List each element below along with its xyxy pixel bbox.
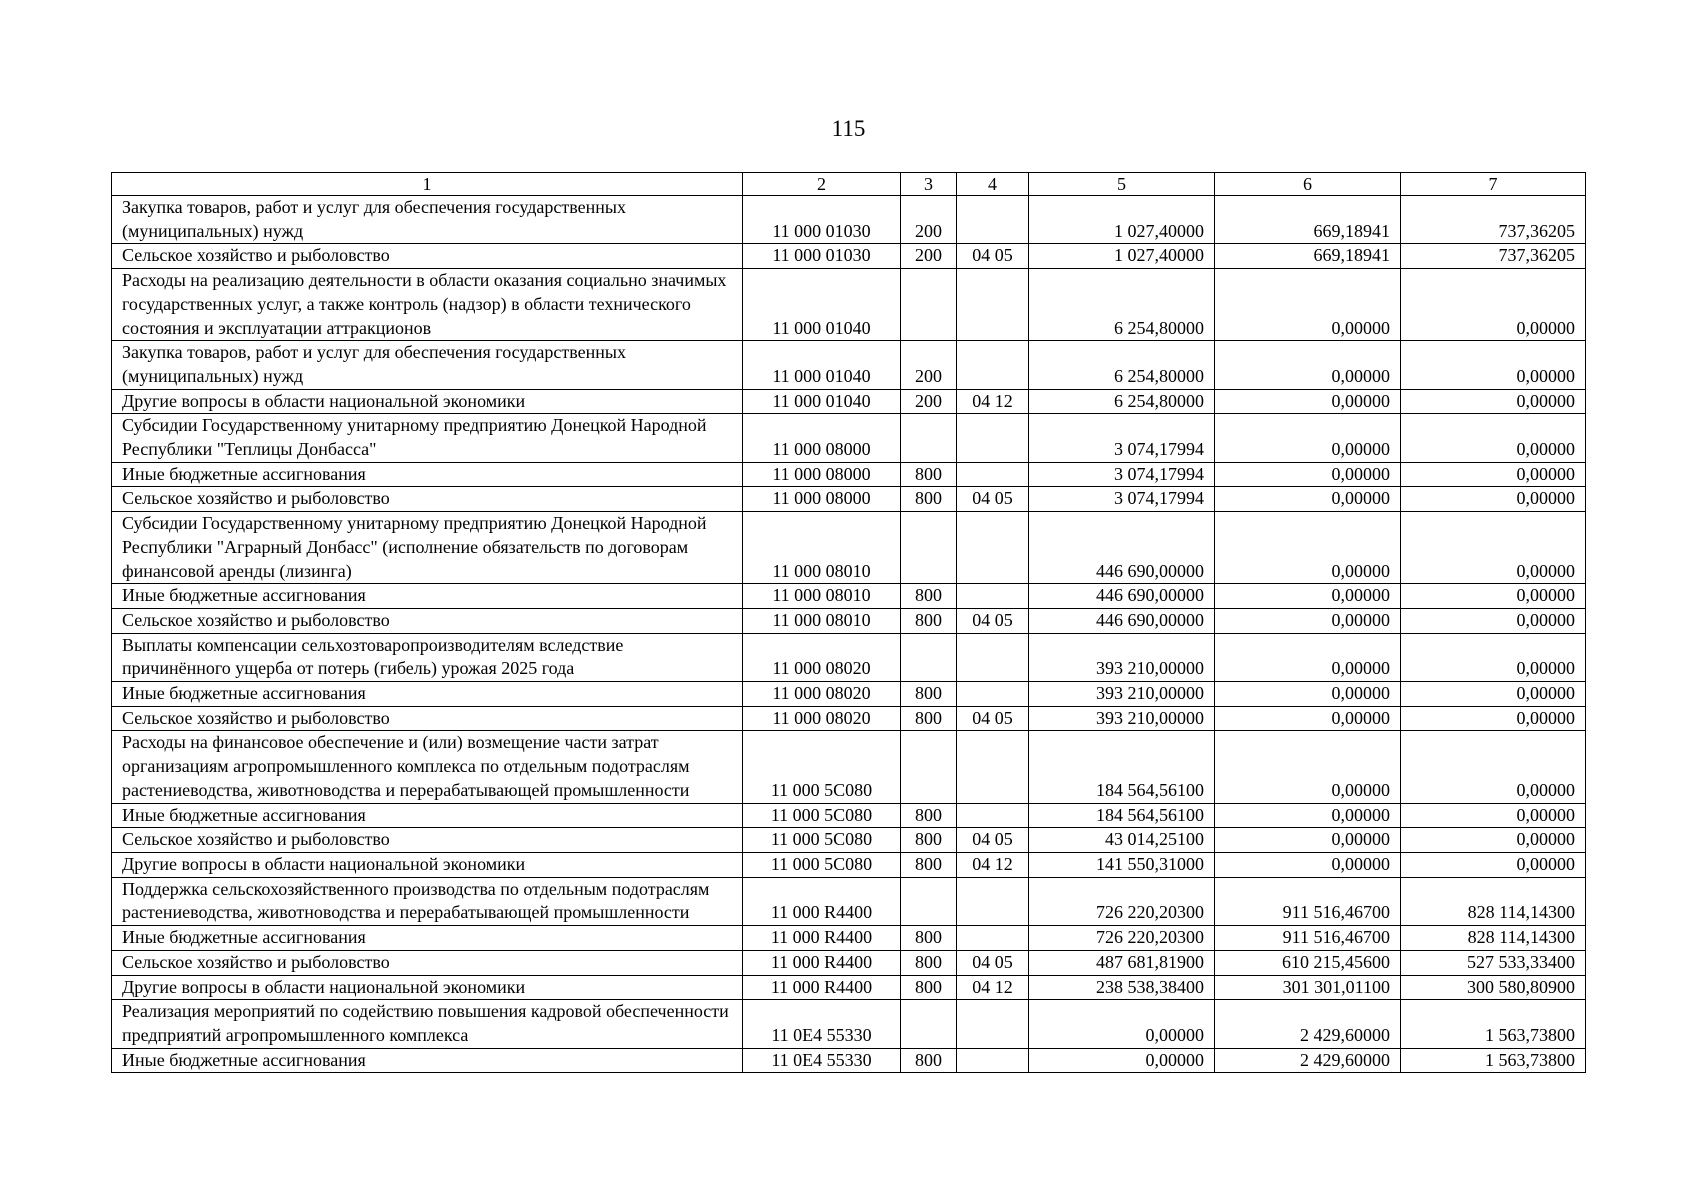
- amount-column-7-cell: 0,00000: [1401, 462, 1586, 487]
- expense-type-cell: [901, 414, 957, 462]
- header-cell-3: 3: [901, 173, 957, 196]
- amount-column-7-cell: 0,00000: [1401, 706, 1586, 731]
- amount-column-6-cell: 2 429,60000: [1215, 1000, 1401, 1048]
- table-row: [112, 389, 1586, 414]
- target-article-code-cell: 11 000 01030: [743, 196, 901, 244]
- amount-column-6-cell: 911 516,46700: [1215, 877, 1401, 925]
- amount-column-7-cell: 1 563,73800: [1401, 1048, 1586, 1073]
- target-article-code-cell: 11 0Е4 55330: [743, 1000, 901, 1048]
- table-row: [112, 950, 1586, 975]
- expense-name-cell: Поддержка сельскохозяйственного производства по отдельным подотраслям растениеводства, животноводства и перерабатывающей промышленности: [112, 877, 743, 925]
- amount-column-6-cell: 669,18941: [1215, 244, 1401, 269]
- section-subsection-cell: 04 05: [957, 828, 1029, 853]
- amount-column-5-cell: 487 681,81900: [1029, 950, 1215, 975]
- header-cell-7: 7: [1401, 173, 1586, 196]
- expense-type-cell: 800: [901, 1048, 957, 1073]
- section-subsection-cell: 04 12: [957, 975, 1029, 1000]
- section-subsection-cell: [957, 414, 1029, 462]
- amount-column-5-cell: 3 074,17994: [1029, 414, 1215, 462]
- expense-type-cell: 800: [901, 950, 957, 975]
- target-article-code-cell: 11 000 01040: [743, 389, 901, 414]
- target-article-code-cell: 11 000 08000: [743, 414, 901, 462]
- amount-column-5-cell: 1 027,40000: [1029, 244, 1215, 269]
- amount-column-5-cell: 3 074,17994: [1029, 462, 1215, 487]
- expense-type-cell: 800: [901, 608, 957, 633]
- amount-column-6-cell: 0,00000: [1215, 512, 1401, 584]
- table-row: [112, 731, 1586, 803]
- table-row: [112, 1000, 1586, 1048]
- expense-type-cell: [901, 1000, 957, 1048]
- amount-column-7-cell: 737,36205: [1401, 244, 1586, 269]
- amount-column-7-cell: 0,00000: [1401, 341, 1586, 389]
- amount-column-7-cell: 0,00000: [1401, 731, 1586, 803]
- target-article-code-cell: 11 000 5С080: [743, 731, 901, 803]
- expense-name-cell: Сельское хозяйство и рыболовство: [112, 950, 743, 975]
- expense-name-cell: Сельское хозяйство и рыболовство: [112, 487, 743, 512]
- section-subsection-cell: [957, 877, 1029, 925]
- target-article-code-cell: 11 000 08000: [743, 487, 901, 512]
- header-cell-1: 1: [112, 173, 743, 196]
- table-row: [112, 975, 1586, 1000]
- target-article-code-cell: 11 000 08000: [743, 462, 901, 487]
- expense-type-cell: 800: [901, 828, 957, 853]
- table-row: [112, 926, 1586, 951]
- amount-column-6-cell: 0,00000: [1215, 803, 1401, 828]
- target-article-code-cell: 11 000 08010: [743, 584, 901, 609]
- expense-name-cell: Расходы на финансовое обеспечение и (или) возмещение части затрат организациям агропромышленного комплекса по отдельным подотраслям растениеводства, животноводства и перерабатывающей промышленности: [112, 731, 743, 803]
- amount-column-7-cell: 0,00000: [1401, 828, 1586, 853]
- amount-column-7-cell: 527 533,33400: [1401, 950, 1586, 975]
- table-row: [112, 1048, 1586, 1073]
- section-subsection-cell: [957, 803, 1029, 828]
- expense-name-cell: Другие вопросы в области национальной экономики: [112, 852, 743, 877]
- table-row: [112, 608, 1586, 633]
- header-cell-6: 6: [1215, 173, 1401, 196]
- amount-column-6-cell: 0,00000: [1215, 269, 1401, 341]
- amount-column-5-cell: 726 220,20300: [1029, 926, 1215, 951]
- expense-type-cell: 200: [901, 389, 957, 414]
- expense-name-cell: Иные бюджетные ассигнования: [112, 682, 743, 707]
- section-subsection-cell: 04 05: [957, 608, 1029, 633]
- section-subsection-cell: [957, 1000, 1029, 1048]
- table-row: [112, 852, 1586, 877]
- amount-column-5-cell: 393 210,00000: [1029, 706, 1215, 731]
- table-row: [112, 682, 1586, 707]
- expense-name-cell: Иные бюджетные ассигнования: [112, 584, 743, 609]
- amount-column-7-cell: 0,00000: [1401, 584, 1586, 609]
- expense-type-cell: 800: [901, 975, 957, 1000]
- target-article-code-cell: 11 000 01040: [743, 269, 901, 341]
- expense-type-cell: 800: [901, 926, 957, 951]
- amount-column-6-cell: 911 516,46700: [1215, 926, 1401, 951]
- expense-name-cell: Выплаты компенсации сельхозтоваропроизводителям вследствие причинённого ущерба от потерь (гибель) урожая 2025 года: [112, 633, 743, 681]
- target-article-code-cell: 11 000 01040: [743, 341, 901, 389]
- amount-column-5-cell: 184 564,56100: [1029, 803, 1215, 828]
- amount-column-6-cell: 0,00000: [1215, 462, 1401, 487]
- table-row: [112, 828, 1586, 853]
- amount-column-5-cell: 3 074,17994: [1029, 487, 1215, 512]
- expense-type-cell: 800: [901, 462, 957, 487]
- target-article-code-cell: 11 000 08010: [743, 608, 901, 633]
- expense-type-cell: [901, 633, 957, 681]
- table-row: [112, 269, 1586, 341]
- header-row: [112, 173, 1586, 196]
- amount-column-7-cell: 0,00000: [1401, 389, 1586, 414]
- expense-type-cell: [901, 269, 957, 341]
- section-subsection-cell: 04 05: [957, 950, 1029, 975]
- amount-column-7-cell: 300 580,80900: [1401, 975, 1586, 1000]
- section-subsection-cell: [957, 731, 1029, 803]
- section-subsection-cell: [957, 926, 1029, 951]
- target-article-code-cell: 11 000 5С080: [743, 852, 901, 877]
- section-subsection-cell: [957, 341, 1029, 389]
- expense-name-cell: Расходы на реализацию деятельности в области оказания социально значимых государственных услуг, а также контроль (надзор) в области технического состояния и эксплуатации аттракционов: [112, 269, 743, 341]
- section-subsection-cell: [957, 633, 1029, 681]
- amount-column-6-cell: 0,00000: [1215, 731, 1401, 803]
- table-body: [112, 196, 1586, 1073]
- target-article-code-cell: 11 000 01030: [743, 244, 901, 269]
- amount-column-6-cell: 301 301,01100: [1215, 975, 1401, 1000]
- amount-column-6-cell: 0,00000: [1215, 682, 1401, 707]
- expense-type-cell: 800: [901, 584, 957, 609]
- amount-column-7-cell: 0,00000: [1401, 414, 1586, 462]
- amount-column-5-cell: 141 550,31000: [1029, 852, 1215, 877]
- expense-name-cell: Иные бюджетные ассигнования: [112, 803, 743, 828]
- amount-column-7-cell: 0,00000: [1401, 269, 1586, 341]
- section-subsection-cell: [957, 1048, 1029, 1073]
- expense-type-cell: [901, 731, 957, 803]
- amount-column-5-cell: 6 254,80000: [1029, 269, 1215, 341]
- table-row: [112, 633, 1586, 681]
- target-article-code-cell: 11 000 R4400: [743, 926, 901, 951]
- expense-name-cell: Сельское хозяйство и рыболовство: [112, 706, 743, 731]
- amount-column-7-cell: 0,00000: [1401, 608, 1586, 633]
- target-article-code-cell: 11 000 R4400: [743, 975, 901, 1000]
- target-article-code-cell: 11 000 5С080: [743, 828, 901, 853]
- amount-column-5-cell: 0,00000: [1029, 1000, 1215, 1048]
- expense-name-cell: Субсидии Государственному унитарному предприятию Донецкой Народной Республики "Теплицы Донбасса": [112, 414, 743, 462]
- amount-column-5-cell: 446 690,00000: [1029, 512, 1215, 584]
- section-subsection-cell: 04 12: [957, 852, 1029, 877]
- amount-column-7-cell: 0,00000: [1401, 803, 1586, 828]
- amount-column-5-cell: 446 690,00000: [1029, 608, 1215, 633]
- table-header: [112, 173, 1586, 196]
- amount-column-7-cell: 1 563,73800: [1401, 1000, 1586, 1048]
- table-row: [112, 462, 1586, 487]
- expense-type-cell: 800: [901, 682, 957, 707]
- expense-type-cell: 200: [901, 196, 957, 244]
- section-subsection-cell: [957, 462, 1029, 487]
- expense-name-cell: Сельское хозяйство и рыболовство: [112, 828, 743, 853]
- target-article-code-cell: 11 0Е4 55330: [743, 1048, 901, 1073]
- amount-column-7-cell: 0,00000: [1401, 682, 1586, 707]
- amount-column-5-cell: 726 220,20300: [1029, 877, 1215, 925]
- amount-column-6-cell: 0,00000: [1215, 487, 1401, 512]
- amount-column-6-cell: 0,00000: [1215, 389, 1401, 414]
- amount-column-7-cell: 0,00000: [1401, 852, 1586, 877]
- amount-column-5-cell: 43 014,25100: [1029, 828, 1215, 853]
- amount-column-5-cell: 6 254,80000: [1029, 389, 1215, 414]
- amount-column-5-cell: 393 210,00000: [1029, 682, 1215, 707]
- amount-column-6-cell: 0,00000: [1215, 414, 1401, 462]
- table-row: [112, 877, 1586, 925]
- table-row: [112, 803, 1586, 828]
- amount-column-7-cell: 828 114,14300: [1401, 877, 1586, 925]
- amount-column-5-cell: 184 564,56100: [1029, 731, 1215, 803]
- amount-column-5-cell: 1 027,40000: [1029, 196, 1215, 244]
- expense-name-cell: Субсидии Государственному унитарному предприятию Донецкой Народной Республики "Аграрный Донбасс" (исполнение обязательств по договорам финансовой аренды (лизинга): [112, 512, 743, 584]
- target-article-code-cell: 11 000 08010: [743, 512, 901, 584]
- expense-name-cell: Иные бюджетные ассигнования: [112, 462, 743, 487]
- section-subsection-cell: [957, 196, 1029, 244]
- expense-name-cell: Сельское хозяйство и рыболовство: [112, 608, 743, 633]
- amount-column-7-cell: 0,00000: [1401, 487, 1586, 512]
- section-subsection-cell: [957, 269, 1029, 341]
- expense-name-cell: Закупка товаров, работ и услуг для обеспечения государственных (муниципальных) нужд: [112, 341, 743, 389]
- amount-column-6-cell: 2 429,60000: [1215, 1048, 1401, 1073]
- expense-name-cell: Другие вопросы в области национальной экономики: [112, 389, 743, 414]
- header-cell-2: 2: [743, 173, 901, 196]
- amount-column-6-cell: 0,00000: [1215, 706, 1401, 731]
- table-row: [112, 341, 1586, 389]
- table-row: [112, 196, 1586, 244]
- expense-name-cell: Иные бюджетные ассигнования: [112, 926, 743, 951]
- target-article-code-cell: 11 000 R4400: [743, 877, 901, 925]
- target-article-code-cell: 11 000 08020: [743, 682, 901, 707]
- amount-column-7-cell: 0,00000: [1401, 633, 1586, 681]
- section-subsection-cell: [957, 682, 1029, 707]
- expense-name-cell: Реализация мероприятий по содействию повышения кадровой обеспеченности предприятий агропромышленного комплекса: [112, 1000, 743, 1048]
- section-subsection-cell: 04 05: [957, 244, 1029, 269]
- amount-column-7-cell: 0,00000: [1401, 512, 1586, 584]
- expense-type-cell: 800: [901, 487, 957, 512]
- amount-column-6-cell: 610 215,45600: [1215, 950, 1401, 975]
- table-row: [112, 706, 1586, 731]
- target-article-code-cell: 11 000 08020: [743, 633, 901, 681]
- section-subsection-cell: [957, 512, 1029, 584]
- table-row: [112, 512, 1586, 584]
- table-row: [112, 244, 1586, 269]
- expense-type-cell: [901, 877, 957, 925]
- amount-column-5-cell: 446 690,00000: [1029, 584, 1215, 609]
- expense-name-cell: Закупка товаров, работ и услуг для обеспечения государственных (муниципальных) нужд: [112, 196, 743, 244]
- amount-column-6-cell: 0,00000: [1215, 633, 1401, 681]
- expense-type-cell: 800: [901, 706, 957, 731]
- section-subsection-cell: 04 12: [957, 389, 1029, 414]
- amount-column-6-cell: 0,00000: [1215, 341, 1401, 389]
- amount-column-5-cell: 0,00000: [1029, 1048, 1215, 1073]
- expense-type-cell: 200: [901, 244, 957, 269]
- table-row: [112, 414, 1586, 462]
- amount-column-6-cell: 0,00000: [1215, 584, 1401, 609]
- amount-column-6-cell: 669,18941: [1215, 196, 1401, 244]
- expense-type-cell: [901, 512, 957, 584]
- section-subsection-cell: 04 05: [957, 487, 1029, 512]
- header-cell-4: 4: [957, 173, 1029, 196]
- table-row: [112, 487, 1586, 512]
- amount-column-6-cell: 0,00000: [1215, 852, 1401, 877]
- target-article-code-cell: 11 000 R4400: [743, 950, 901, 975]
- page-number: 115: [831, 116, 866, 141]
- expense-type-cell: 800: [901, 803, 957, 828]
- amount-column-6-cell: 0,00000: [1215, 828, 1401, 853]
- amount-column-6-cell: 0,00000: [1215, 608, 1401, 633]
- amount-column-7-cell: 828 114,14300: [1401, 926, 1586, 951]
- section-subsection-cell: 04 05: [957, 706, 1029, 731]
- amount-column-5-cell: 393 210,00000: [1029, 633, 1215, 681]
- expense-type-cell: 200: [901, 341, 957, 389]
- amount-column-5-cell: 238 538,38400: [1029, 975, 1215, 1000]
- header-cell-5: 5: [1029, 173, 1215, 196]
- target-article-code-cell: 11 000 08020: [743, 706, 901, 731]
- table-row: [112, 584, 1586, 609]
- budget-table: [111, 172, 1586, 1073]
- expense-name-cell: Другие вопросы в области национальной экономики: [112, 975, 743, 1000]
- expense-name-cell: Сельское хозяйство и рыболовство: [112, 244, 743, 269]
- section-subsection-cell: [957, 584, 1029, 609]
- amount-column-5-cell: 6 254,80000: [1029, 341, 1215, 389]
- expense-type-cell: 800: [901, 852, 957, 877]
- expense-name-cell: Иные бюджетные ассигнования: [112, 1048, 743, 1073]
- amount-column-7-cell: 737,36205: [1401, 196, 1586, 244]
- target-article-code-cell: 11 000 5С080: [743, 803, 901, 828]
